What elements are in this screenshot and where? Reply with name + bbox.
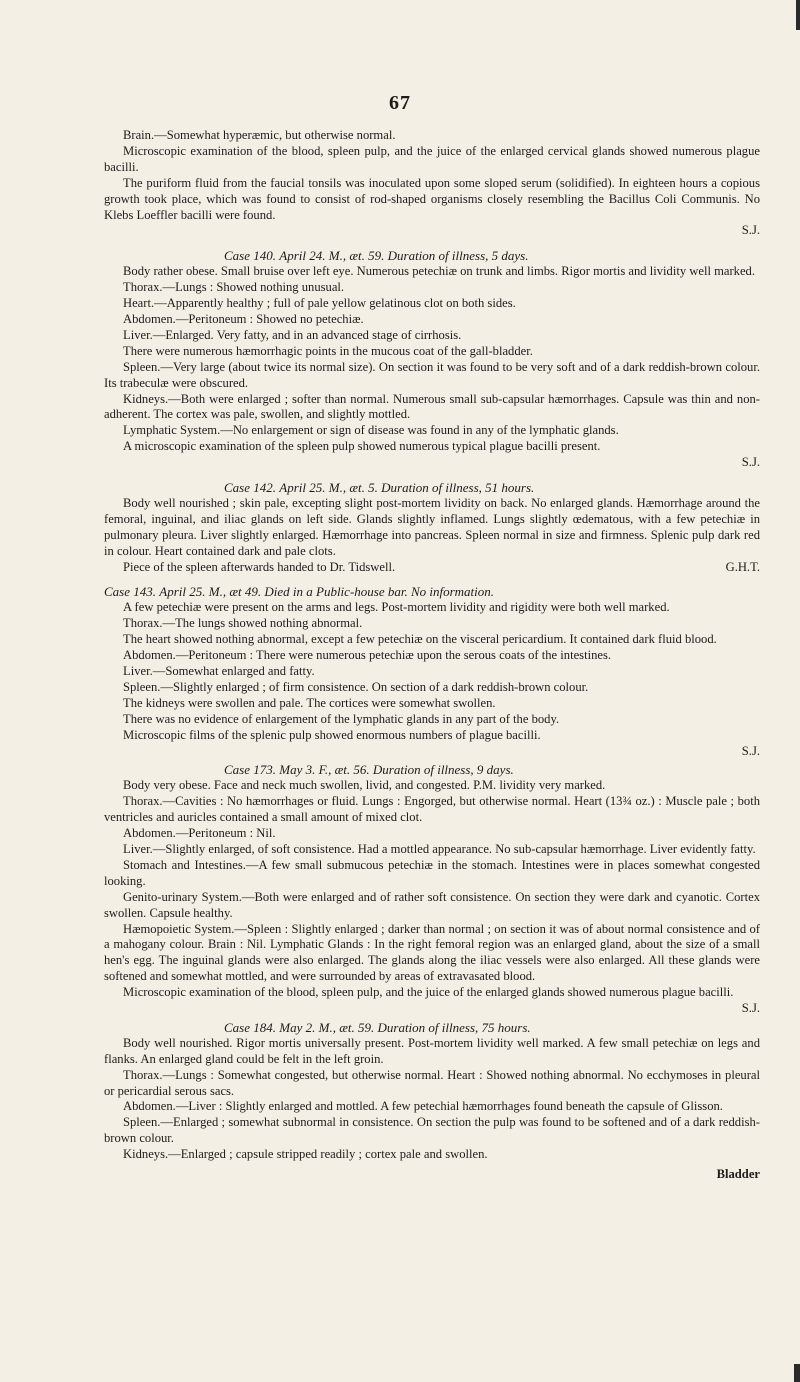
signature-initials: S.J. [741,1001,760,1016]
paragraph: Brain.—Somewhat hyperæmic, but otherwise normal. [123,128,396,142]
paragraph: The puriform fluid from the faucial tonsils was inoculated upon some sloped serum (solidified). In eighteen hours a copious growth took place, which was found to consist of rod-shaped organisms closely resembling the Bacillus Coli Communis. No Klebs Loeffler bacilli were found. [104,175,760,222]
signature-initials: S.J. [741,743,760,758]
case-age: æt 49. [229,584,262,600]
case-age: æt. 5. [349,480,378,496]
paragraph: The heart showed nothing abnormal, except a few petechiæ on the visceral pericardium. It contained dark fluid blood. [123,632,717,647]
signature-initials: S.J. [741,223,760,238]
case-sex: F., [318,762,332,778]
continued-case-section [104,128,760,239]
case-duration: Duration of illness, 9 days. [372,762,514,778]
case-173-section [104,762,760,1017]
paragraph-text: Piece of the spleen afterwards handed to Dr. Tidswell. [123,559,396,574]
paragraph: Kidneys.—Enlarged ; capsule stripped readily ; cortex pale and swollen. [123,1147,488,1162]
page-body [104,128,760,1183]
case-date: April 25. [159,584,206,600]
scan-edge-mark-top-right [796,0,800,30]
paragraph: Abdomen.—Liver : Slightly enlarged and mottled. A few petechial hæmorrhages found beneath the capsule of Glisson. [123,1099,723,1114]
paragraph: A few petechiæ were present on the arms and legs. Post-mortem lividity and rigidity were both well marked. [123,600,670,615]
paragraph: Liver.—Enlarged. Very fatty, and in an advanced stage of cirrhosis. [123,327,462,342]
paragraph: Spleen.—Very large (about twice its normal size). On section it was found to be very soft and of a dark reddish-brown colour. Its trabeculæ were obscured. [104,359,760,390]
paragraph: There were numerous hæmorrhagic points in the mucous coat of the gall-bladder. [123,343,533,358]
case-heading [104,1020,760,1036]
case-number: Case 173. [224,762,276,778]
case-date: May 3. [279,762,316,778]
case-heading [104,584,760,600]
case-date: April 25. [279,480,326,496]
case-age: æt. 59. [349,248,385,264]
scan-edge-mark-bottom-right [794,1364,800,1382]
paragraph: There was no evidence of enlargement of the lymphatic glands in any part of the body. [123,711,560,726]
case-sex: M., [328,248,347,264]
case-142-section [104,480,760,575]
paragraph: The kidneys were swollen and pale. The cortices were somewhat swollen. [123,695,496,710]
paragraph: Abdomen.—Peritoneum : Nil. [123,826,276,841]
case-sex: M., [318,1019,336,1035]
case-number: Case 140. [224,248,276,264]
paragraph: Spleen.—Enlarged ; somewhat subnormal in consistence. On section the pulp was found to be softened and of a dark reddish-brown colour. [104,1115,760,1146]
paragraph: Body rather obese. Small bruise over left eye. Numerous petechiæ on trunk and limbs. Rigor mortis and lividity well marked. [123,264,756,279]
paragraph: Body well nourished. Rigor mortis universally present. Post-mortem lividity well marked. A few small petechiæ on legs and flanks. An enlarged gland could be felt in the left groin. [104,1035,760,1066]
case-date: May 2. [279,1019,316,1035]
paragraph-with-signature [104,560,760,576]
signature-initials: G.H.T. [725,559,760,574]
case-184-section [104,1020,760,1183]
page-number: 67 [389,92,411,114]
paragraph: Liver.—Somewhat enlarged and fatty. [123,664,315,678]
paragraph: Thorax.—Lungs : Somewhat congested, but otherwise normal. Heart : Showed nothing abnormal. No ecchymoses in pleural or pericardial serous sacs. [104,1067,760,1098]
paragraph: Spleen.—Slightly enlarged ; of firm consistence. On section of a dark reddish-brown colour. [123,679,589,694]
paragraph: Microscopic examination of the blood, spleen pulp, and the juice of the enlarged glands showed numerous plague bacilli. [123,985,734,1000]
case-heading [104,480,760,496]
case-information: No information. [410,584,495,600]
case-duration: Duration of illness, 75 hours. [377,1019,531,1035]
paragraph: Heart.—Apparently healthy ; full of pale yellow gelatinous clot on both sides. [123,296,516,311]
paragraph: Body very obese. Face and neck much swollen, livid, and congested. P.M. lividity very marked. [123,778,606,793]
case-age: æt. 56. [334,762,370,778]
case-date: April 24. [279,248,326,264]
signature-initials: S.J. [741,455,760,470]
case-duration: Duration of illness, 51 hours. [381,480,535,496]
paragraph: Abdomen.—Peritoneum : Showed no petechiæ. [123,311,364,326]
paragraph: Microscopic films of the splenic pulp showed enormous numbers of plague bacilli. [123,727,541,742]
case-number: Case 143. [104,584,156,600]
paragraph: Kidneys.—Both were enlarged ; softer than normal. Numerous small sub-capsular hæmorrhages. Capsule was thin and non-adherent. The cortex was pale, swollen, and slightly mottled. [104,391,760,422]
paragraph: Body well nourished ; skin pale, excepting slight post-mortem lividity on back. No enlarged glands. Hæmorrhage around the femoral, inguinal, and iliac glands on left side. Glands slightly inflamed. Lungs slightly œdematous, with a few petechiæ in pulmonary pleura. Liver slightly enlarged. Hæmorrhage into pancreas. Spleen normal in size and firmness. Splenic pulp dark red in colour. Heart contained dark and pale clots. [104,495,760,558]
catchword: Bladder [716,1167,760,1182]
paragraph: Hæmopoietic System.—Spleen : Slightly enlarged ; darker than normal ; on section it was of about normal consistence and of a mahogany colour. Brain : Nil. Lymphatic Glands : In the right femoral region was an enlarged gland, about the size of a small hen's egg. The inguinal glands were also enlarged. The glands along the iliac vessels were also enlarged. All these glands were softened and somewhat mottled, and were surrounded by areas of extravasated blood. [104,921,760,984]
paragraph: Thorax.—Lungs : Showed nothing unusual. [123,280,345,295]
paragraph: Thorax.—Cavities : No hæmorrhages or fluid. Lungs : Engorged, but otherwise normal. Heart (13¾ oz.) : Muscle pale ; both ventricles and auricles contained a small amount of mixed clot. [104,794,760,825]
case-heading [104,762,760,778]
case-duration: Duration of illness, 5 days. [387,248,529,264]
paragraph: Lymphatic System.—No enlargement or sign of disease was found in any of the lymphatic glands. [123,423,619,438]
paragraph: Thorax.—The lungs showed nothing abnormal. [123,616,363,631]
case-143-section [104,584,760,759]
case-sex: M., [328,480,347,496]
paragraph: Microscopic examination of the blood, spleen pulp, and the juice of the enlarged cervical glands showed numerous plague bacilli. [104,143,760,174]
case-age: æt. 59. [339,1019,375,1035]
case-number: Case 142. [224,480,276,496]
case-sex: M., [208,584,227,600]
case-140-section [104,248,760,471]
paragraph: Genito-urinary System.—Both were enlarged and of rather soft consistence. On section they were dark and cyanotic. Cortex swollen. Capsule healthy. [104,889,760,920]
case-death-place: Died in a Public-house bar. [264,584,408,600]
paragraph: A microscopic examination of the spleen pulp showed numerous typical plague bacilli present. [123,439,601,454]
paragraph: Stomach and Intestines.—A few small submucous petechiæ in the stomach. Intestines were in places somewhat congested looking. [104,857,760,888]
paragraph: Liver.—Slightly enlarged, of soft consistence. Had a mottled appearance. No sub-capsular hæmorrhage. Liver evidently fatty. [123,841,756,856]
case-heading [104,248,760,264]
case-number: Case 184. [224,1019,276,1035]
paragraph: Abdomen.—Peritoneum : There were numerous petechiæ upon the serous coats of the intestines. [123,648,612,663]
